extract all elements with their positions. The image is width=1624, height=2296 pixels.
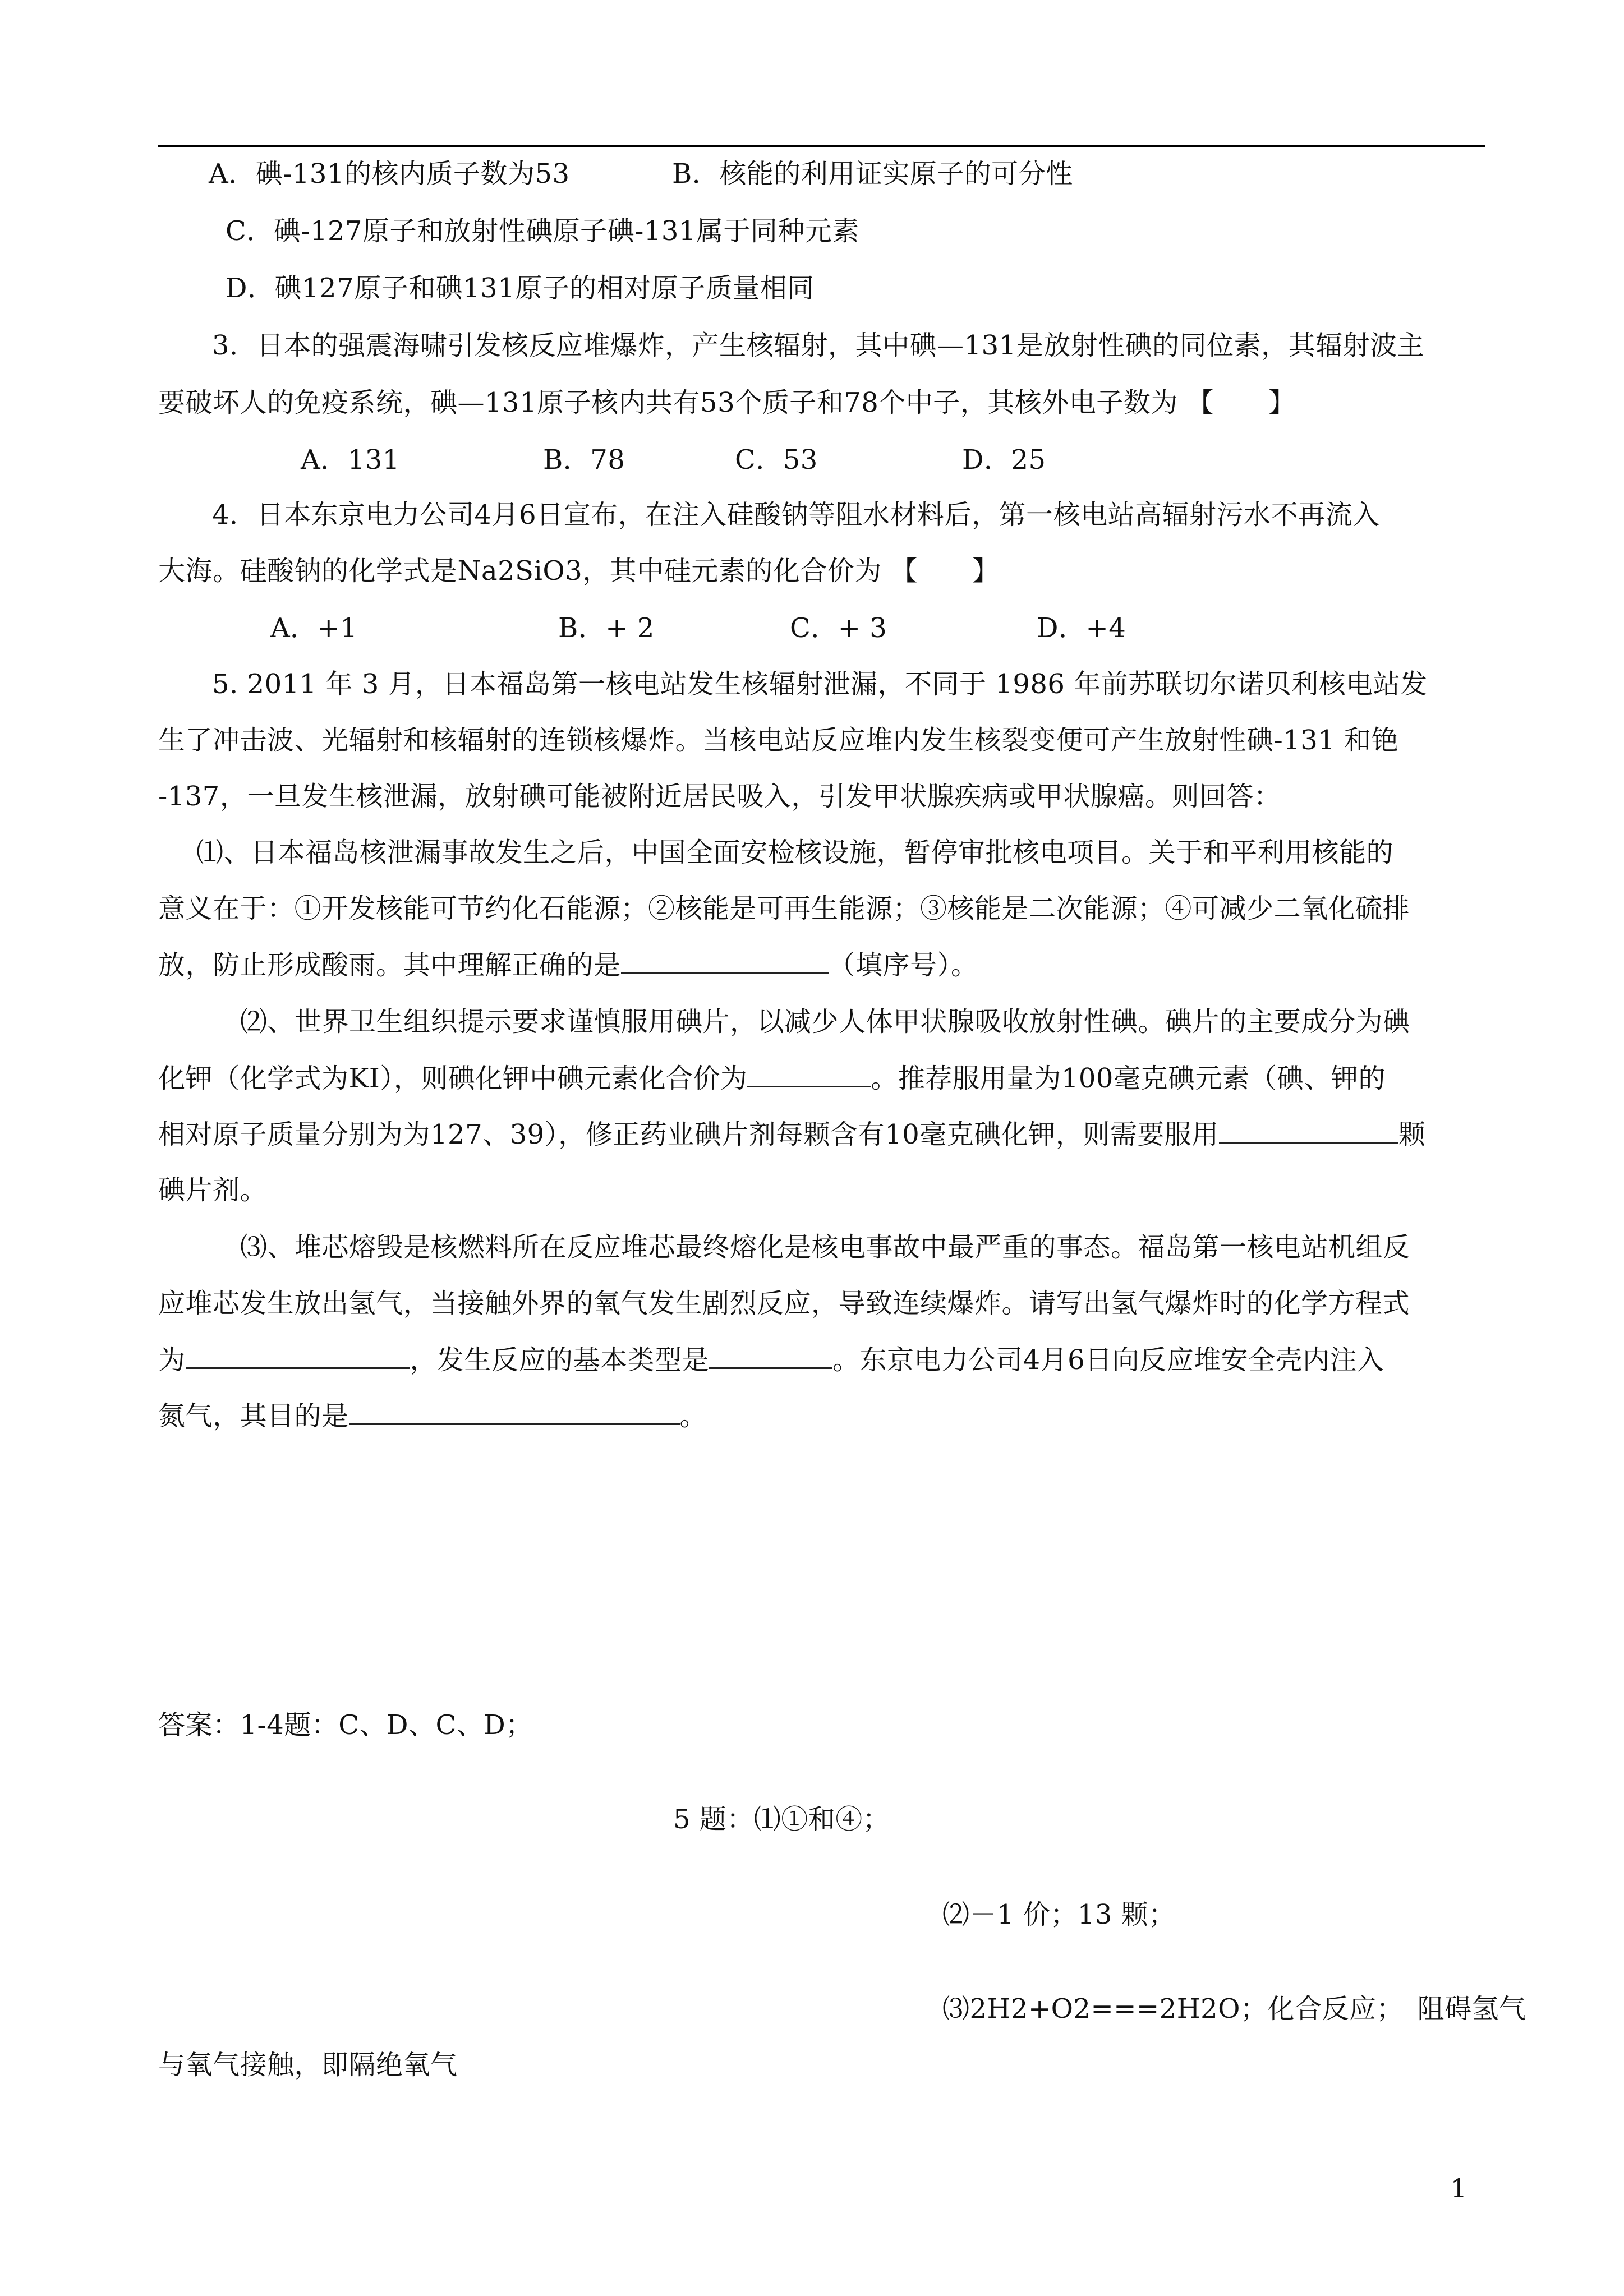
q4-text-line1: 4．日本东京电力公司4月6日宣布，在注入硅酸钠等阻水材料后，第一核电站高辐射污水不再流入 — [212, 499, 1380, 531]
q4-option-c: C．+ 3 — [790, 612, 887, 644]
answer-blank[interactable] — [349, 1399, 680, 1425]
answer-blank[interactable] — [747, 1061, 871, 1087]
q4-option-a: A．+1 — [270, 612, 358, 644]
q5-part2-line3 — [158, 1117, 1425, 1151]
q4-option-b: B．+ 2 — [558, 612, 655, 644]
answer-blank[interactable] — [1219, 1117, 1398, 1144]
answers-line2: 5 题：⑴①和④； — [673, 1804, 890, 1835]
q3-option-a: A．131 — [301, 444, 400, 476]
header-rule — [158, 145, 1485, 147]
q3-option-c: C．53 — [735, 444, 818, 476]
q5-part3-line3-end: 。东京电力公司4月6日向反应堆安全壳内注入 — [832, 1344, 1384, 1376]
q5-part1-line3-end: （填序号）。 — [828, 949, 978, 981]
answers-line1: 答案：1-4题：C、D、C、D； — [158, 1709, 533, 1741]
q3-option-b: B．78 — [543, 444, 625, 476]
q5-part2-line2 — [158, 1061, 1386, 1095]
q5-part3-line3-mid: ，发生反应的基本类型是 — [410, 1344, 710, 1376]
q3-text-line2: 要破坏人的免疫系统，碘—131原子核内共有53个质子和78个中子，其核外电子数为 【 】 — [158, 387, 1296, 418]
q5-part1-line3 — [158, 948, 978, 981]
answers-line4: ⑶2H2+O2===2H2O；化合反应； 阻碍氢气 — [942, 1993, 1526, 2025]
q5-text-line2: 生了冲击波、光辐射和核辐射的连锁核爆炸。当核电站反应堆内发生核裂变便可产生放射性碘-131 和铯 — [158, 725, 1399, 756]
q2-option-c: C．碘-127原子和放射性碘原子碘-131属于同种元素 — [226, 215, 859, 247]
q5-part3-line4 — [158, 1399, 707, 1432]
answer-blank[interactable] — [621, 948, 829, 974]
q5-part3-line4-text: 氮气，其目的是 — [158, 1400, 349, 1432]
q2-option-a: A．碘-131的核内质子数为53 — [209, 158, 570, 190]
q5-part2-line3-end: 颗 — [1398, 1119, 1426, 1150]
q3-option-d: D．25 — [962, 444, 1046, 476]
q5-part2-line2-end: 。推荐服用量为100毫克碘元素（碘、钾的 — [871, 1063, 1386, 1094]
q5-part3-line3 — [158, 1343, 1384, 1376]
q5-part1-line3-text: 放，防止形成酸雨。其中理解正确的是 — [158, 949, 621, 981]
q5-part1-line1: ⑴、日本福岛核泄漏事故发生之后，中国全面安检核设施，暂停审批核电项目。关于和平利用核能的 — [196, 837, 1394, 868]
q5-part2-line2-text: 化钾（化学式为KI），则碘化钾中碘元素化合价为 — [158, 1063, 748, 1094]
q5-text-line3: -137，一旦发生核泄漏，放射碘可能被附近居民吸入，引发甲状腺疾病或甲状腺癌。则回答： — [158, 781, 1281, 812]
q5-text-line1: 5. 2011 年 3 月，日本福岛第一核电站发生核辐射泄漏，不同于 1986 年前苏联切尔诺贝利核电站发 — [212, 668, 1428, 700]
answers-line3: ⑵－1 价；13 颗； — [942, 1899, 1176, 1930]
answer-blank[interactable] — [709, 1343, 832, 1369]
q4-option-d: D．+4 — [1037, 612, 1126, 644]
q5-part2-line1: ⑵、世界卫生组织提示要求谨慎服用碘片，以减少人体甲状腺吸收放射性碘。碘片的主要成分为碘 — [240, 1006, 1410, 1038]
q5-part3-line2: 应堆芯发生放出氢气，当接触外界的氧气发生剧烈反应，导致连续爆炸。请写出氢气爆炸时的化学方程式 — [158, 1288, 1410, 1319]
q5-part3-line1: ⑶、堆芯熔毁是核燃料所在反应堆芯最终熔化是核电事故中最严重的事态。福岛第一核电站机组反 — [240, 1232, 1410, 1263]
q2-option-b: B．核能的利用证实原子的可分性 — [672, 158, 1073, 190]
q5-part2-line4: 碘片剂。 — [158, 1174, 268, 1206]
q4-text-line2: 大海。硅酸钠的化学式是Na2SiO3，其中硅元素的化合价为 【 】 — [158, 555, 1000, 587]
q5-part1-line2: 意义在于：①开发核能可节约化石能源；②核能是可再生能源；③核能是二次能源；④可减少二氧化硫排 — [158, 893, 1410, 924]
q3-text-line1: 3．日本的强震海啸引发核反应堆爆炸，产生核辐射，其中碘—131是放射性碘的同位素，其辐射波主 — [212, 330, 1425, 361]
answer-blank[interactable] — [186, 1343, 410, 1369]
q2-option-d: D．碘127原子和碘131原子的相对原子质量相同 — [226, 273, 815, 304]
q5-part3-line4-end: 。 — [679, 1400, 707, 1432]
answers-line5: 与氧气接触，即隔绝氧气 — [158, 2049, 458, 2081]
q5-part3-line3-text: 为 — [158, 1344, 186, 1376]
q5-part2-line3-text: 相对原子质量分别为为127、39），修正药业碘片剂每颗含有10毫克碘化钾，则需要服用 — [158, 1119, 1219, 1150]
page-number: 1 — [1450, 2173, 1467, 2203]
